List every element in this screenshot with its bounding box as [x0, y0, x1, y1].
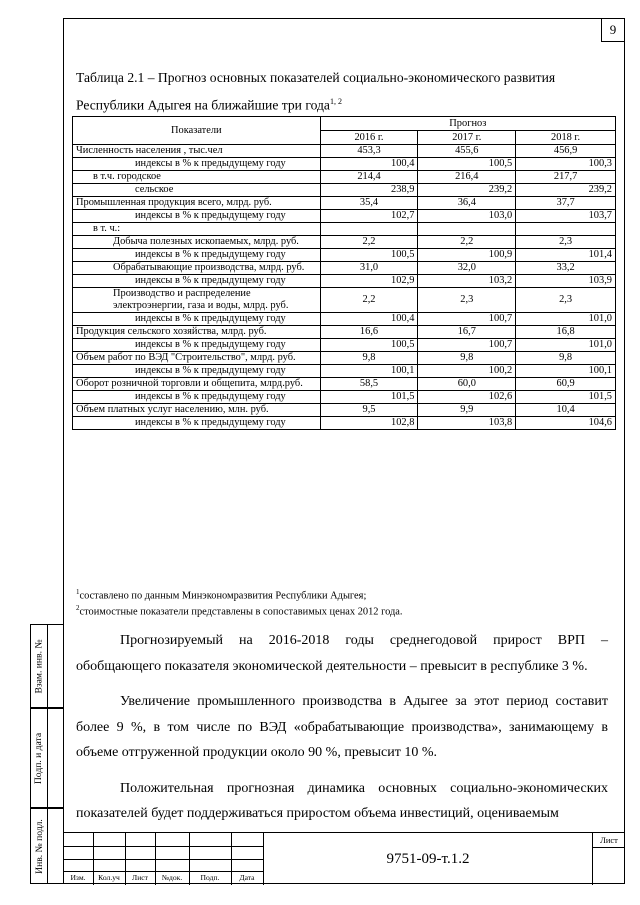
row-label: индексы в % к предыдущему году — [73, 275, 321, 288]
footnote-text: стоимостные показатели представлены в сопоставимых ценах 2012 года. — [79, 606, 403, 618]
row-value: 60,9 — [516, 378, 616, 391]
table-row — [73, 249, 616, 262]
row-label: индексы в % к предыдущему году — [73, 210, 321, 223]
row-value: 104,6 — [516, 417, 616, 430]
row-value — [418, 223, 516, 236]
header-forecast: Прогноз — [320, 117, 615, 131]
footnote — [76, 602, 616, 618]
table-row — [73, 158, 616, 171]
row-value: 100,5 — [320, 339, 418, 352]
row-value: 239,2 — [516, 184, 616, 197]
paragraph: Прогнозируемый на 2016-2018 годы среднегодовой прирост ВРП – обобщающего показателя экономической деятельности – превысит в республике 3 %. — [76, 633, 608, 674]
row-value: 100,5 — [320, 249, 418, 262]
footnote-ref: 2 — [76, 604, 80, 613]
row-value: 31,0 — [320, 262, 418, 275]
title-block — [63, 832, 625, 884]
row-value: 100,4 — [320, 158, 418, 171]
stamp-col-label: Кол.уч — [98, 873, 120, 882]
row-label: индексы в % к предыдущему году — [73, 313, 321, 326]
side-block-replacement — [30, 624, 63, 708]
table-row — [73, 378, 616, 391]
row-value: 16,8 — [516, 326, 616, 339]
row-label: в т. ч.: — [73, 223, 321, 236]
row-value: 101,4 — [516, 249, 616, 262]
row-value: 16,7 — [418, 326, 516, 339]
row-value: 453,3 — [320, 145, 418, 158]
header-year: 2016 г. — [320, 131, 418, 145]
header-year: 2018 г. — [516, 131, 616, 145]
row-value: 2,2 — [418, 236, 516, 249]
sheet-label: Лист — [600, 835, 618, 845]
row-value: 100,9 — [418, 249, 516, 262]
body-text — [76, 628, 608, 837]
row-value: 217,7 — [516, 171, 616, 184]
table-row — [73, 262, 616, 275]
row-label: Оборот розничной торговли и общепита, млрд.руб. — [73, 378, 321, 391]
row-value: 100,1 — [516, 365, 616, 378]
row-value: 100,3 — [516, 158, 616, 171]
table-row — [73, 365, 616, 378]
document-code: 9751-09-т.1.2 — [263, 833, 593, 885]
row-value: 102,9 — [320, 275, 418, 288]
table-row — [73, 417, 616, 430]
row-label: Производство и распределение электроэнергии, газа и воды, млрд. руб. — [73, 288, 321, 313]
header-indicator: Показатели — [73, 117, 321, 145]
row-value: 2,3 — [418, 288, 516, 313]
row-label: индексы в % к предыдущему году — [73, 158, 321, 171]
side-label: Инв. № подл. — [33, 818, 45, 874]
stamp-col-label: №док. — [161, 873, 183, 882]
row-label: индексы в % к предыдущему году — [73, 249, 321, 262]
row-label: Объем платных услуг населению, млн. руб. — [73, 404, 321, 417]
title-block-grid — [63, 833, 263, 885]
row-value — [320, 223, 418, 236]
row-label: Численность населения , тыс.чел — [73, 145, 321, 158]
row-label: Объем работ по ВЭД "Строительство", млрд. руб. — [73, 352, 321, 365]
row-value: 9,8 — [516, 352, 616, 365]
table-row — [73, 236, 616, 249]
row-value: 32,0 — [418, 262, 516, 275]
caption-text: Таблица 2.1 – Прогноз основных показателей социально-экономического развития Республики Адыгея на ближайшие три года — [76, 70, 556, 113]
table-row — [73, 391, 616, 404]
row-value: 100,4 — [320, 313, 418, 326]
table-row — [73, 339, 616, 352]
paragraph: Положительная прогнозная динамика основных социально-экономических показателей будет поддерживаться приростом объема инвестиций, оцениваемым — [76, 780, 608, 821]
footnotes — [76, 586, 616, 619]
row-label: индексы в % к предыдущему году — [73, 391, 321, 404]
footnote-text: составлено по данным Минэкономразвития Республики Адыгея; — [79, 590, 367, 602]
stamp-col-label: Лист — [132, 873, 148, 882]
table-row — [73, 352, 616, 365]
stamp-col-label: Дата — [239, 873, 255, 882]
header-year: 2017 г. — [418, 131, 516, 145]
row-value: 60,0 — [418, 378, 516, 391]
table-row — [73, 404, 616, 417]
row-value: 2,3 — [516, 288, 616, 313]
table-caption — [76, 66, 616, 118]
row-value: 100,5 — [418, 158, 516, 171]
table-row — [73, 171, 616, 184]
row-value: 100,1 — [320, 365, 418, 378]
row-label: сельское — [73, 184, 321, 197]
table-row — [73, 145, 616, 158]
footnote — [76, 586, 616, 602]
row-value: 101,0 — [516, 339, 616, 352]
side-label: Взам. инв. № — [33, 638, 45, 694]
row-value: 9,9 — [418, 404, 516, 417]
table-row — [73, 326, 616, 339]
row-value: 2,3 — [516, 236, 616, 249]
table-row — [73, 223, 616, 236]
row-value: 102,8 — [320, 417, 418, 430]
paragraph: Увеличение промышленного производства в Адыгее за этот период составит более 9 %, в том числе по ВЭД «обрабатывающие производства», занимающему в объеме отгруженной продукции около 90 %, превысит 10 %. — [76, 694, 608, 760]
row-value: 100,7 — [418, 339, 516, 352]
page-number: 9 — [601, 19, 624, 42]
row-label: индексы в % к предыдущему году — [73, 365, 321, 378]
row-value: 37,7 — [516, 197, 616, 210]
row-value: 9,8 — [320, 352, 418, 365]
row-label: Обрабатывающие производства, млрд. руб. — [73, 262, 321, 275]
stamp-col-label: Подп. — [200, 873, 220, 882]
row-value: 102,7 — [320, 210, 418, 223]
row-label: индексы в % к предыдущему году — [73, 339, 321, 352]
row-value: 2,2 — [320, 288, 418, 313]
row-label: Добыча полезных ископаемых, млрд. руб. — [73, 236, 321, 249]
row-label: в т.ч. городское — [73, 171, 321, 184]
row-label: индексы в % к предыдущему году — [73, 417, 321, 430]
table-row — [73, 210, 616, 223]
table-row — [73, 184, 616, 197]
row-value: 103,0 — [418, 210, 516, 223]
table-row — [73, 275, 616, 288]
row-value: 10,4 — [516, 404, 616, 417]
row-value: 58,5 — [320, 378, 418, 391]
row-value: 2,2 — [320, 236, 418, 249]
row-value: 101,0 — [516, 313, 616, 326]
row-value — [516, 223, 616, 236]
row-value: 101,5 — [320, 391, 418, 404]
row-value: 9,5 — [320, 404, 418, 417]
side-block-signature — [30, 708, 63, 808]
row-label: Продукция сельского хозяйства, млрд. руб. — [73, 326, 321, 339]
row-value: 103,8 — [418, 417, 516, 430]
row-value: 100,2 — [418, 365, 516, 378]
side-block-inventory — [30, 808, 63, 884]
table-body — [73, 145, 616, 430]
stamp-col-label: Изм. — [70, 873, 86, 882]
row-value: 238,9 — [320, 184, 418, 197]
row-value: 103,2 — [418, 275, 516, 288]
row-value: 455,6 — [418, 145, 516, 158]
row-value: 103,7 — [516, 210, 616, 223]
table-row — [73, 288, 616, 313]
row-label: Промышленная продукция всего, млрд. руб. — [73, 197, 321, 210]
table-row — [73, 197, 616, 210]
row-value: 35,4 — [320, 197, 418, 210]
row-value: 239,2 — [418, 184, 516, 197]
row-value: 9,8 — [418, 352, 516, 365]
row-value: 100,7 — [418, 313, 516, 326]
forecast-table — [72, 116, 616, 430]
row-value: 216,4 — [418, 171, 516, 184]
row-value: 36,4 — [418, 197, 516, 210]
row-value: 214,4 — [320, 171, 418, 184]
row-value: 102,6 — [418, 391, 516, 404]
footnote-ref: 1 — [76, 588, 80, 596]
sheet-number-box — [593, 847, 625, 885]
side-label: Подп. и дата — [33, 732, 45, 784]
row-value: 103,9 — [516, 275, 616, 288]
table-row — [73, 313, 616, 326]
row-value: 456,9 — [516, 145, 616, 158]
row-value: 16,6 — [320, 326, 418, 339]
row-value: 101,5 — [516, 391, 616, 404]
row-value: 33,2 — [516, 262, 616, 275]
caption-footnote-ref: 1, 2 — [329, 97, 342, 106]
